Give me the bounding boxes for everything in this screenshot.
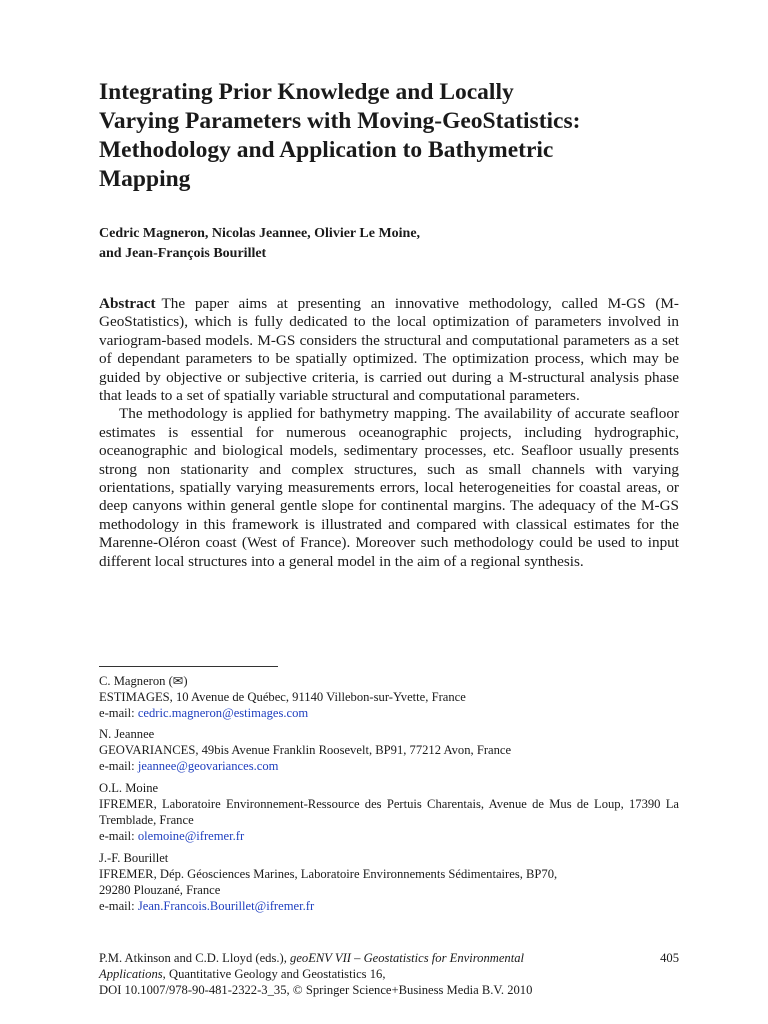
email-prefix: e-mail: bbox=[99, 899, 138, 913]
affiliation-address: GEOVARIANCES, 49bis Avenue Franklin Roosevelt, BP91, 77212 Avon, France bbox=[99, 743, 512, 757]
affiliation-email-line bbox=[99, 898, 679, 914]
author-line: and Jean-François Bourillet bbox=[99, 246, 267, 261]
title-line: Integrating Prior Knowledge and Locally bbox=[99, 79, 514, 105]
author-list bbox=[99, 224, 679, 264]
editors: P.M. Atkinson and C.D. Lloyd (eds.), bbox=[99, 951, 291, 965]
page-number: 405 bbox=[660, 951, 679, 965]
affiliation-email-line bbox=[99, 828, 679, 844]
copyright-icon: © bbox=[292, 982, 303, 998]
email-prefix: e-mail: bbox=[99, 706, 138, 720]
doi: DOI 10.1007/978-90-481-2322-3_35, bbox=[99, 983, 293, 998]
abstract-text-1: The paper aims at presenting an innovative methodology, called M-GS (M-GeoStatistics), which is fully dedicated to the local optimization of parameters involved in variogram-based models. M-GS considers the structural and computational parameters as a set of dependant parameters to be spatially optimized. The optimization process, which may be guided by objective or subjective criteria, is carried out during a M-structural analysis phase that leads to a set of spatially variable structural and computational parameters. bbox=[99, 295, 679, 405]
abstract bbox=[99, 295, 679, 571]
affiliation-address-line: 29280 Plouzané, France bbox=[99, 883, 221, 897]
title-line: Mapping bbox=[99, 166, 191, 192]
footer-line-2 bbox=[99, 966, 679, 982]
book-title-part-2: Applications bbox=[99, 967, 163, 982]
email-prefix: e-mail: bbox=[99, 759, 138, 773]
affiliation-address-line: IFREMER, Dép. Géosciences Marines, Laboratoire Environnements Sédimentaires, BP70, bbox=[99, 867, 558, 881]
title-line: Methodology and Application to Bathymetric bbox=[99, 137, 554, 163]
series: , Quantitative Geology and Geostatistics 16, bbox=[162, 967, 386, 982]
paper-title bbox=[99, 78, 699, 194]
title-line: Varying Parameters with Moving-GeoStatistics: bbox=[99, 108, 581, 134]
email-link[interactable]: Jean.Francois.Bourillet@ifremer.fr bbox=[137, 899, 315, 913]
abstract-label: Abstract bbox=[99, 295, 156, 312]
affiliation-email-line bbox=[99, 705, 679, 721]
footer-line-1 bbox=[99, 950, 679, 966]
affiliation-jeannee bbox=[99, 726, 679, 774]
affiliation-bourillet bbox=[99, 850, 679, 914]
footnote-divider bbox=[99, 666, 278, 667]
email-prefix: e-mail: bbox=[99, 829, 138, 843]
publication-footer bbox=[99, 950, 679, 999]
abstract-paragraph-1 bbox=[99, 295, 679, 405]
author-line: Cedric Magneron, Nicolas Jeannee, Olivier Le Moine, bbox=[99, 226, 421, 241]
email-link[interactable]: cedric.magneron@estimages.com bbox=[137, 706, 309, 720]
affiliation-address: ESTIMAGES, 10 Avenue de Québec, 91140 Villebon-sur-Yvette, France bbox=[99, 690, 466, 704]
affiliation-address: IFREMER, Laboratoire Environnement-Ressource des Pertuis Charentais, Avenue de Mus de Loup, 17390 La Tremblade, France bbox=[99, 797, 679, 827]
footer-line-3 bbox=[99, 982, 679, 998]
email-link[interactable]: olemoine@ifremer.fr bbox=[137, 829, 245, 843]
affiliation-name: N. Jeannee bbox=[99, 727, 155, 741]
affiliation-email-line bbox=[99, 758, 679, 774]
affiliation-name: O.L. Moine bbox=[99, 781, 159, 795]
affiliation-magneron bbox=[99, 673, 679, 721]
affiliation-moine bbox=[99, 780, 679, 844]
book-title-part-1: geoENV VII – Geostatistics for Environmental bbox=[290, 951, 525, 965]
affiliation-name: J.-F. Bourillet bbox=[99, 851, 169, 865]
affiliation-name: C. Magneron (✉) bbox=[99, 674, 188, 688]
abstract-paragraph-2: The methodology is applied for bathymetry mapping. The availability of accurate seafloor estimates is essential for numerous oceanographic projects, including hydrographic, oceanographic and biological models, sedimentary processes, etc. Seafloor usually presents strong non stationarity and complex structures, such as small channels with varying orientations, spatially varying measurements errors, local heterogeneities for coastal areas, or deep canyons within general gentle slope for continental margins. The adequacy of the M-GS methodology in this framework is illustrated and compared with classical estimates for the Marenne-Oléron coast (West of France). Moreover such methodology could be used to input different local structures into a general model in the aim of a regional synthesis. bbox=[99, 405, 679, 570]
publisher: Springer Science+Business Media B.V. 2010 bbox=[302, 983, 533, 998]
email-link[interactable]: jeannee@geovariances.com bbox=[137, 759, 279, 773]
